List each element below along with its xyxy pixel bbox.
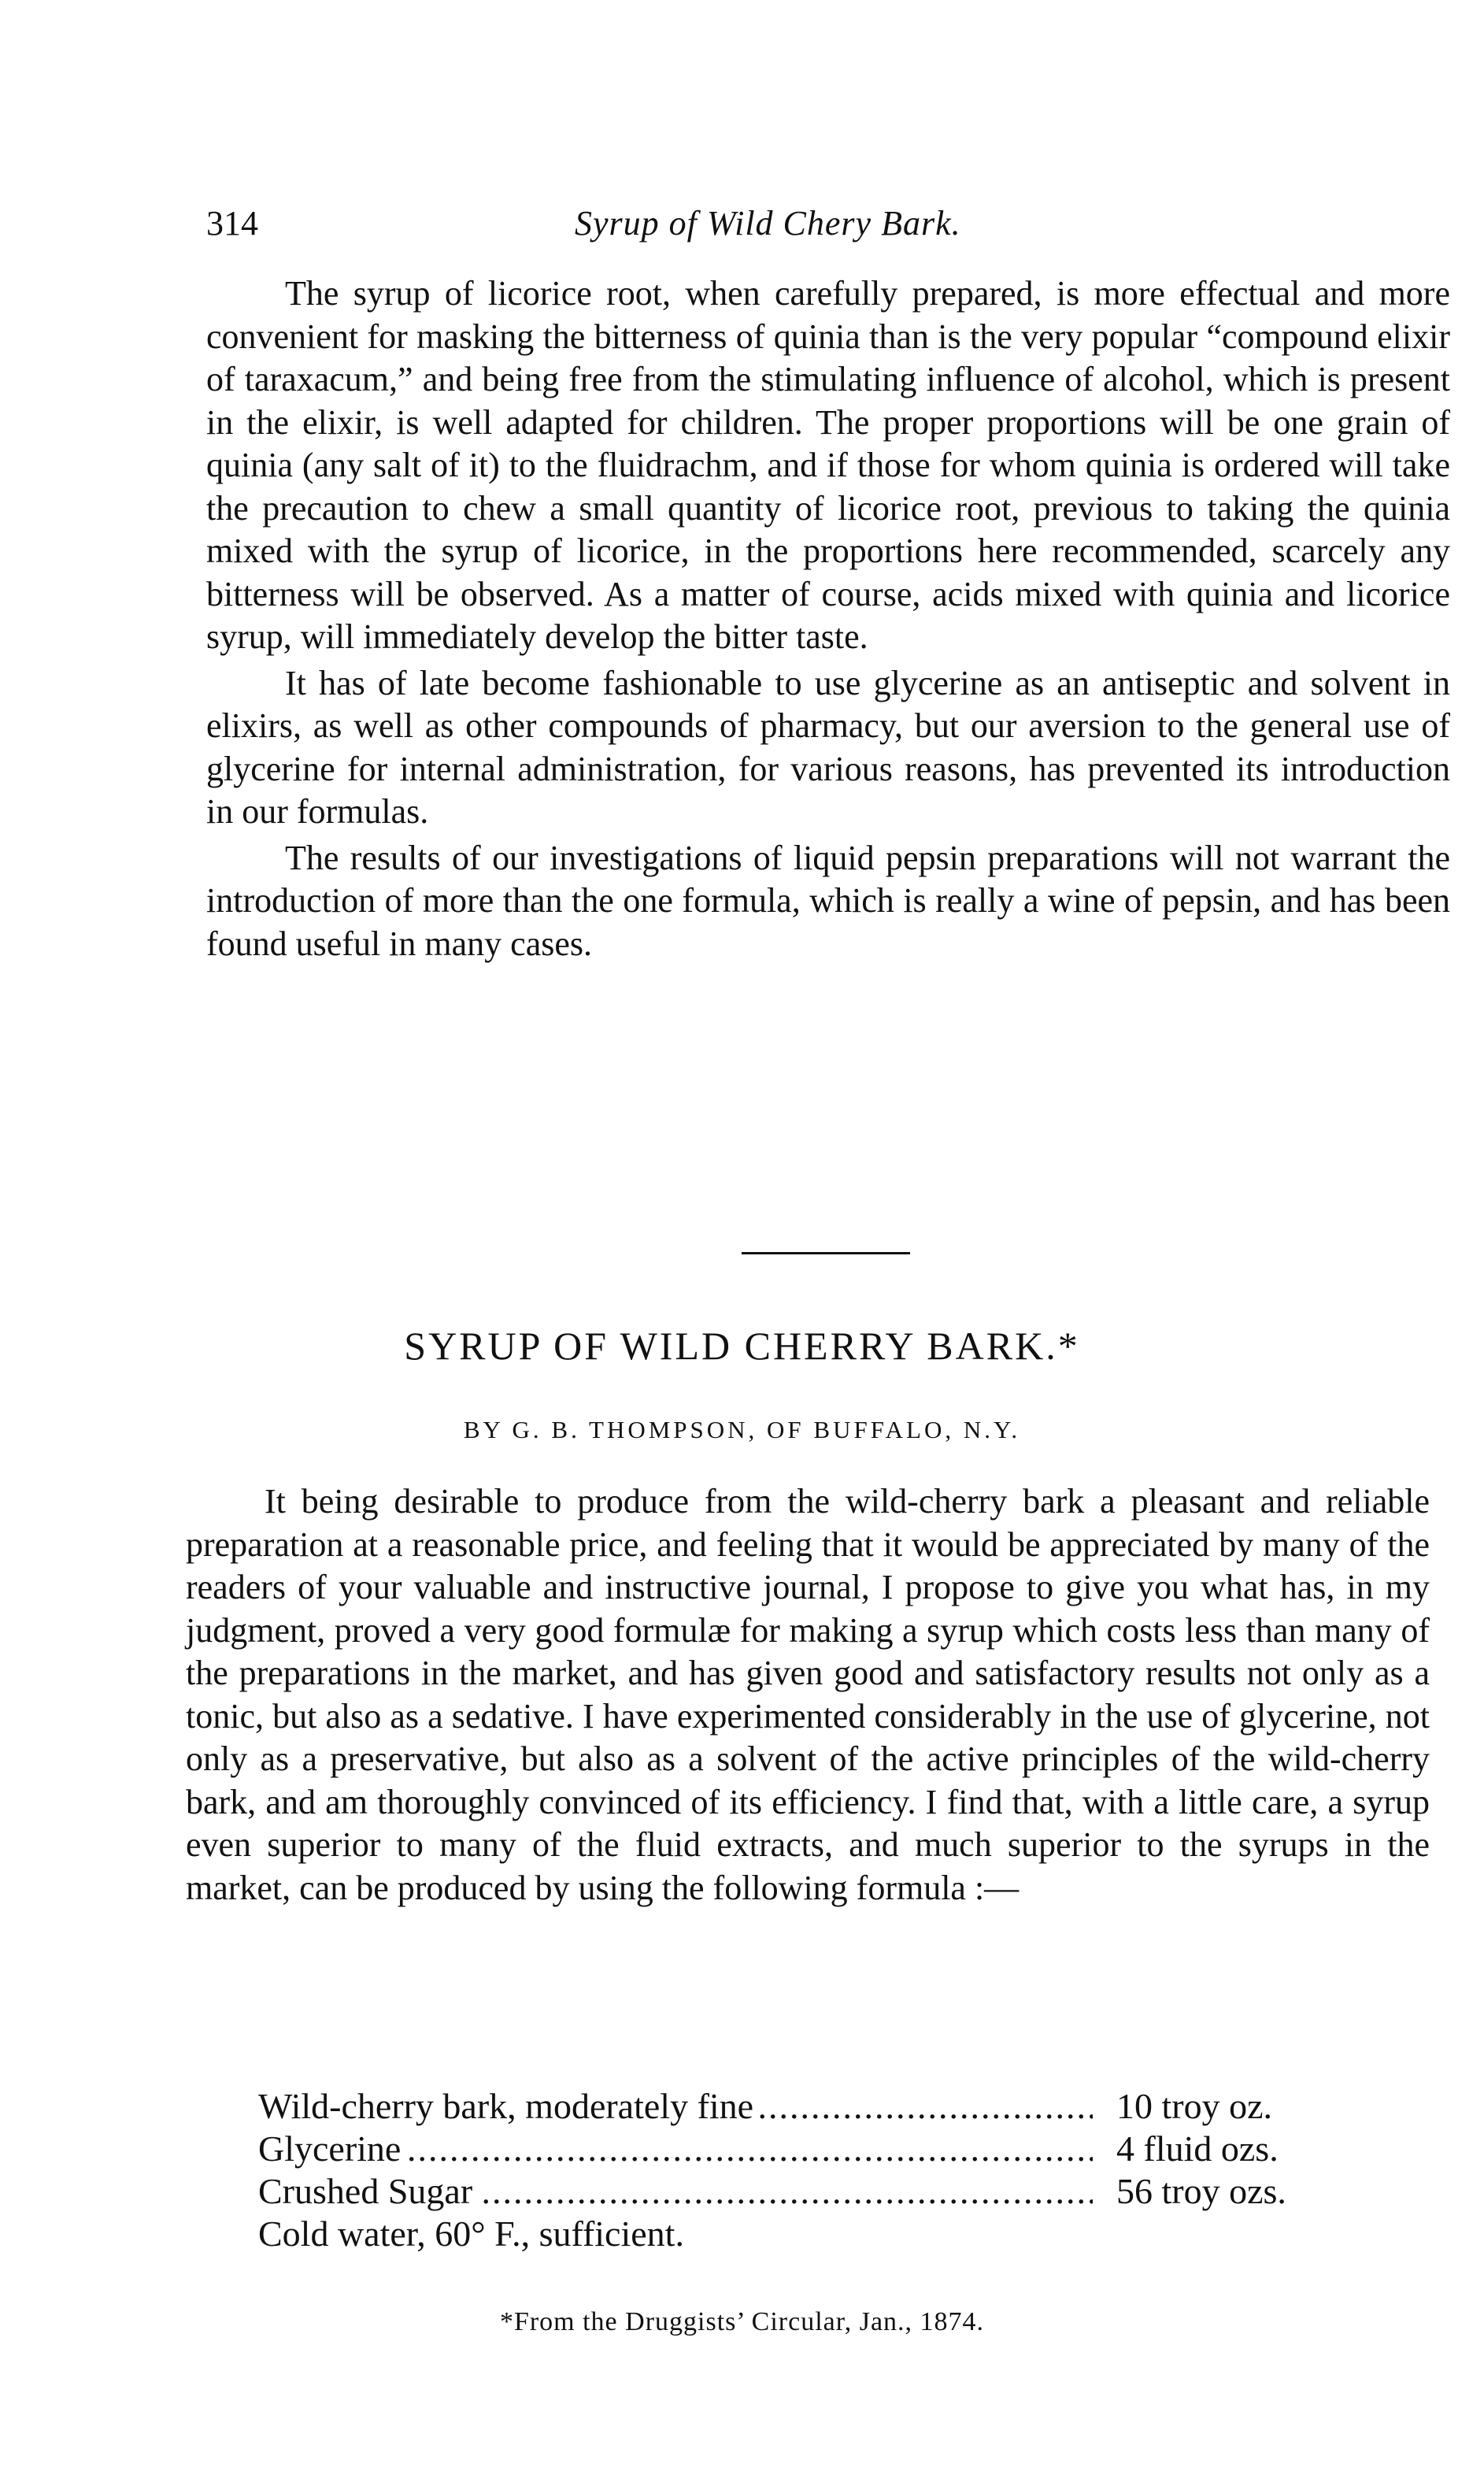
upper-text-section bbox=[206, 272, 1450, 965]
running-head bbox=[206, 203, 1119, 250]
formula-amount: 4 fluid ozs. bbox=[1116, 2128, 1279, 2169]
page-number: 314 bbox=[206, 204, 258, 243]
formula-list bbox=[258, 2085, 1345, 2255]
formula-row bbox=[258, 2085, 1345, 2128]
footnote: *From the Druggists’ Circular, Jan., 1874. bbox=[499, 2307, 985, 2336]
formula-row bbox=[258, 2128, 1345, 2170]
running-title: Syrup of Wild Chery Bark. bbox=[575, 204, 961, 243]
formula-row bbox=[258, 2170, 1345, 2213]
article-body bbox=[186, 1480, 1430, 1910]
article-title: SYRUP OF WILD CHERRY BARK.* bbox=[404, 1324, 1080, 1368]
paragraph: The results of our investigations of liquid pepsin preparations will not warrant the introduction of more than the one formula, which is really a wine of pepsin, and has been found useful in many cases. bbox=[206, 838, 1450, 963]
formula-ingredient: Crushed Sugar bbox=[258, 2170, 479, 2213]
paragraph: It has of late become fashionable to use glycerine as an antiseptic and solvent in elixirs, as well as other compounds of pharmacy, but our aversion to the general use of glycerine for internal administration, for various reasons, has prevented its introduction in our formulas. bbox=[206, 663, 1450, 831]
formula-ingredient: Wild-cherry bark, moderately fine bbox=[258, 2085, 760, 2128]
section-divider bbox=[742, 1252, 910, 1254]
paragraph: It being desirable to produce from the wild-cherry bark a pleasant and reliable preparation at a reasonable price, and feeling that it would be appreciated by many of the readers of your valuable and instructive journal, I propose to give you what has, in my judgment, proved a very good formulæ for making a syrup which costs less than many of the preparations in the market, and has given good and satisfactory results not only as a tonic, but also as a sedative. I have experimented considerably in the use of glycerine, not only as a preservative, but also as a solvent of the active principles of the wild-cherry bark, and am thoroughly convinced of its efficiency. I find that, with a little care, a syrup even superior to many of the fluid extracts, and much superior to the syrups in the market, can be produced by using the following formula :— bbox=[186, 1482, 1430, 1907]
formula-ingredient: Cold water, 60° F., sufficient. bbox=[258, 2213, 690, 2255]
formula-ingredient: Glycerine bbox=[258, 2128, 407, 2170]
formula-amount: 56 troy ozs. bbox=[1116, 2171, 1286, 2211]
formula-row bbox=[258, 2213, 1345, 2255]
article-byline: BY G. B. THOMPSON, OF BUFFALO, N.Y. bbox=[463, 1416, 1021, 1443]
formula-amount: 10 troy oz. bbox=[1116, 2086, 1273, 2126]
paragraph: The syrup of licorice root, when carefully prepared, is more effectual and more convenient for masking the bitterness of quinia than is the very popular “compound elixir of taraxacum,” and being free from the stimulating influence of alcohol, which is present in the elixir, is well adapted for children. The proper proportions will be one grain of quinia (any salt of it) to the fluidrachm, and if those for whom quinia is ordered will take the precaution to chew a small quantity of licorice root, previous to taking the quinia mixed with the syrup of licorice, in the proportions here recommended, scarcely any bitterness will be observed. As a matter of course, acids mixed with quinia and licorice syrup, will immediately develop the bitter taste. bbox=[206, 274, 1450, 656]
